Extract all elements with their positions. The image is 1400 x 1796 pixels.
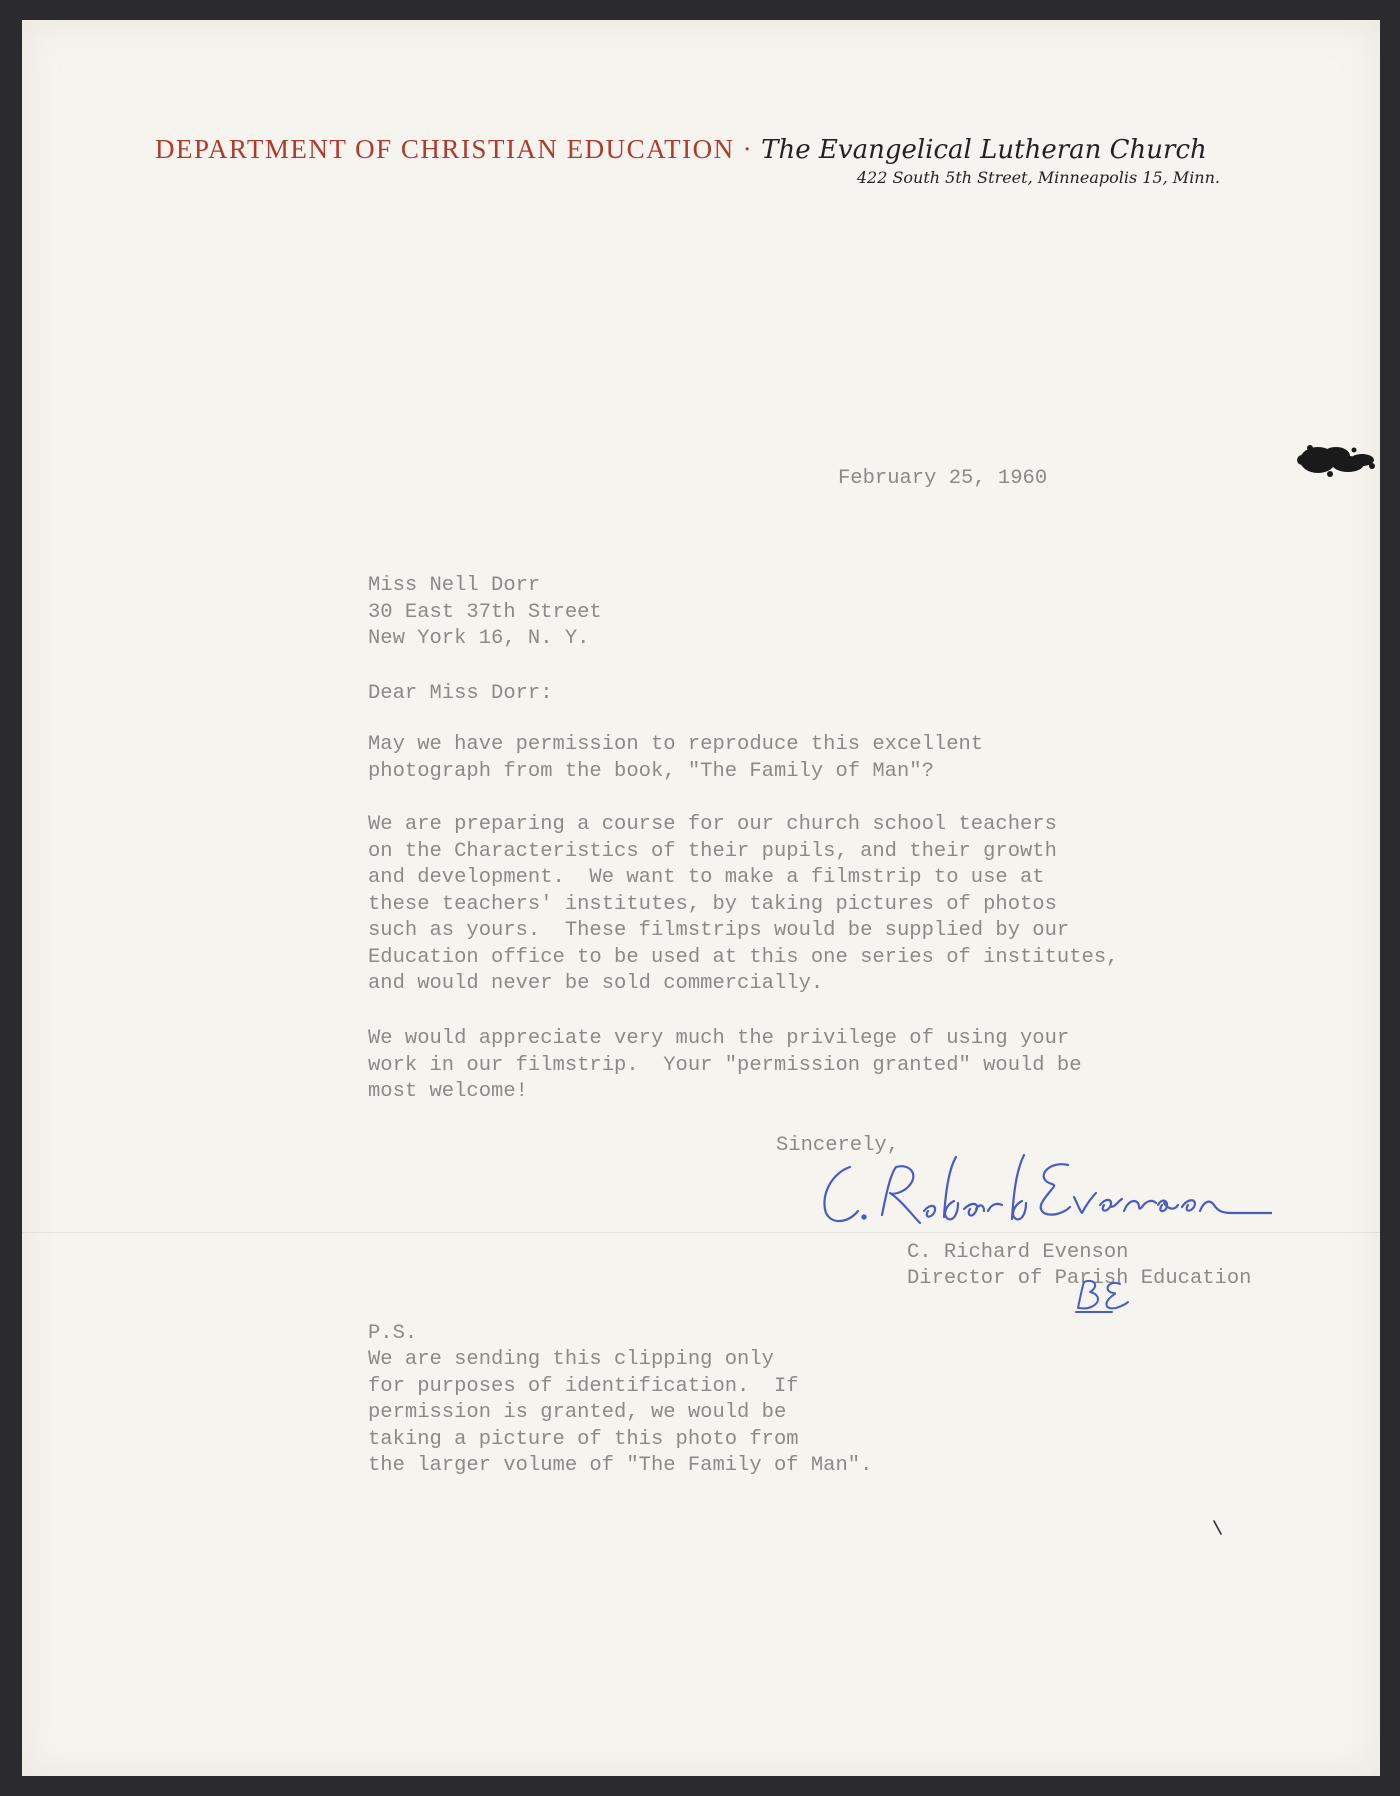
paragraph-line: work in our filmstrip. Your "permission granted" would be — [368, 1053, 1082, 1077]
ps-line: for purposes of identification. If — [368, 1374, 799, 1398]
letter-date: February 25, 1960 — [838, 467, 1048, 490]
paragraph-3 — [368, 1026, 1082, 1106]
paragraph-line: May we have permission to reproduce this excellent — [368, 733, 984, 756]
paragraph-line: most welcome! — [368, 1080, 528, 1103]
closing: Sincerely, — [776, 1134, 900, 1157]
paragraph-line: such as yours. These filmstrips would be supplied by our — [368, 919, 1070, 942]
letterhead-address: 422 South 5th Street, Minneapolis 15, Minn. — [856, 168, 1220, 187]
paragraph-line: these teachers' institutes, by taking pictures of photos — [368, 892, 1057, 916]
paragraph-line: on the Characteristics of their pupils, and their growth — [368, 839, 1057, 863]
paragraph-line: We are preparing a course for our church school teachers — [368, 813, 1057, 836]
paragraph-line: and development. We want to make a filmstrip to use at — [368, 866, 1045, 889]
ps-line: permission is granted, we would be — [368, 1401, 787, 1424]
signer-title: Director of Parish Education — [907, 1267, 1252, 1290]
paragraph-line: photograph from the book, "The Family of Man"? — [368, 759, 934, 783]
ps-line: taking a picture of this photo from — [368, 1427, 799, 1451]
paragraph-line: Education office to be used at this one series of institutes, — [368, 945, 1119, 969]
letterhead-church: The Evangelical Lutheran Church — [761, 135, 1207, 165]
recipient-line: 30 East 37th Street — [368, 600, 602, 624]
letterhead-department: DEPARTMENT OF CHRISTIAN EDUCATION — [155, 134, 735, 164]
ps-line: We are sending this clipping only — [368, 1348, 774, 1371]
ink-blot — [1290, 430, 1380, 490]
paragraph-1 — [368, 732, 983, 785]
ps-label: P.S. — [368, 1322, 418, 1345]
recipient-address — [368, 573, 602, 653]
handwritten-signature — [812, 1145, 1272, 1255]
letterhead-separator: · — [742, 134, 754, 164]
recipient-line: New York 16, N. Y. — [368, 627, 590, 650]
paragraph-2 — [368, 812, 1118, 998]
letterhead — [155, 134, 1207, 165]
letter-page — [22, 20, 1380, 1776]
paragraph-line: We would appreciate very much the privilege of using your — [368, 1027, 1070, 1050]
salutation: Dear Miss Dorr: — [368, 682, 553, 705]
typist-initials-handwritten — [1068, 1274, 1138, 1314]
paragraph-line: and would never be sold commercially. — [368, 972, 824, 995]
ps-line: the larger volume of "The Family of Man". — [368, 1454, 873, 1477]
recipient-line: Miss Nell Dorr — [368, 574, 541, 597]
ps-body — [368, 1347, 872, 1480]
ink-speck — [1212, 1520, 1224, 1536]
signer-name: C. Richard Evenson — [907, 1241, 1129, 1264]
